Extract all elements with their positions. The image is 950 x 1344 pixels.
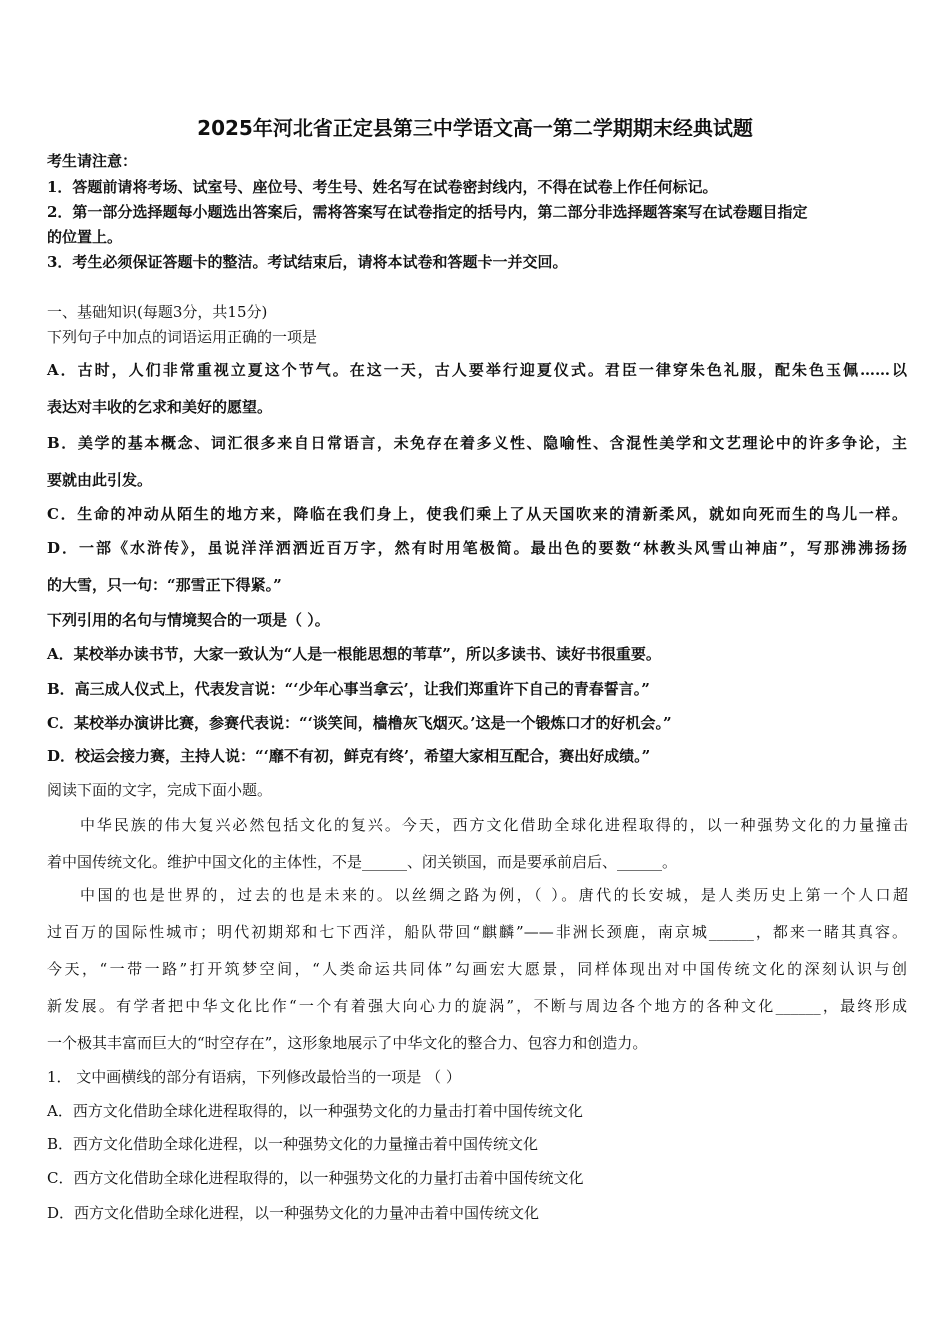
option-b: B．美学的基本概念、词汇很多来自日常语言，未免存在着多义性、隐喻性、含混性美学和文艺理论中的许多争论，主 xyxy=(47,434,907,452)
option-a: A．古时，人们非常重视立夏这个节气。在这一天，古人要举行迎夏仪式。君臣一律穿朱色礼服，配朱色玉佩……以 xyxy=(47,361,907,379)
question-stem: 下列引用的名句与情境契合的一项是（ ）。 xyxy=(47,611,330,629)
passage-line: 今天，“一带一路”打开筑梦空间，“人类命运共同体”勾画宏大愿景，同样体现出对中国传统文化的深刻认识与创 xyxy=(47,960,907,978)
option-b-cont: 要就由此引发。 xyxy=(47,471,153,489)
option-c: C．某校举办演讲比赛，参赛代表说：“‘谈笑间，樯橹灰飞烟灭。’这是一个锻炼口才的好机会。” xyxy=(47,714,672,732)
option-d: D．西方文化借助全球化进程，以一种强势文化的力量冲击着中国传统文化 xyxy=(47,1204,540,1222)
passage-line: 过百万的国际性城市；明代初期郑和七下西洋，船队带回“麒麟”——非洲长颈鹿，南京城______，都来一睹其真容。 xyxy=(47,923,907,941)
option-c: C．西方文化借助全球化进程取得的，以一种强势文化的力量打击着中国传统文化 xyxy=(47,1169,584,1187)
option-a: A．西方文化借助全球化进程取得的，以一种强势文化的力量击打着中国传统文化 xyxy=(47,1102,583,1120)
notice-heading: 考生请注意： xyxy=(47,152,138,170)
passage-line: 一个极其丰富而巨大的“时空存在”，这形象地展示了中华文化的整合力、包容力和创造力。 xyxy=(47,1034,648,1052)
notice-item: 的位置上。 xyxy=(47,228,123,246)
notice-item: 2．第一部分选择题每小题选出答案后，需将答案写在试卷指定的括号内，第二部分非选择题答案写在试卷题目指定 xyxy=(47,203,808,221)
passage-line: 新发展。有学者把中华文化比作“一个有着强大向心力的旋涡”，不断与周边各个地方的各种文化______，最终形成 xyxy=(47,997,907,1015)
option-a: A．某校举办读书节，大家一致认为“人是一根能思想的苇草”，所以多读书、读好书很重要。 xyxy=(47,645,661,663)
option-d: D．校运会接力赛，主持人说：“‘靡不有初，鲜克有终’，希望大家相互配合，赛出好成绩。” xyxy=(47,747,651,765)
page-title: 2025年河北省正定县第三中学语文高一第二学期期末经典试题 xyxy=(197,116,753,140)
option-b: B．高三成人仪式上，代表发言说：“‘少年心事当拿云’，让我们郑重许下自己的青春誓言。” xyxy=(47,680,650,698)
section-heading: 一、基础知识(每题3分，共15分) xyxy=(47,303,268,321)
option-d: D．一部《水浒传》，虽说洋洋洒洒近百万字，然有时用笔极简。最出色的要数“林教头风雪山神庙”，写那沸沸扬扬 xyxy=(47,539,907,557)
option-d-cont: 的大雪，只一句：“那雪正下得紧。” xyxy=(47,576,282,594)
passage-line: 中华民族的伟大复兴必然包括文化的复兴。今天，西方文化借助全球化进程取得的，以一种强势文化的力量撞击 xyxy=(80,816,908,834)
notice-item: 1．答题前请将考场、试室号、座位号、考生号、姓名写在试卷密封线内，不得在试卷上作任何标记。 xyxy=(47,178,718,196)
reading-intro: 阅读下面的文字，完成下面小题。 xyxy=(47,781,273,799)
question-stem: 1． 文中画横线的部分有语病，下列修改最恰当的一项是 （ ） xyxy=(47,1068,461,1086)
option-a-cont: 表达对丰收的乞求和美好的愿望。 xyxy=(47,398,273,416)
option-b: B．西方文化借助全球化进程，以一种强势文化的力量撞击着中国传统文化 xyxy=(47,1135,539,1153)
passage-line: 中国的也是世界的，过去的也是未来的。以丝绸之路为例，（ ）。唐代的长安城，是人类历史上第一个人口超 xyxy=(80,886,908,904)
passage-line: 着中国传统文化。维护中国文化的主体性，不是______、闭关锁国，而是要承前启后、______。 xyxy=(47,853,678,871)
option-c: C．生命的冲动从陌生的地方来，降临在我们身上，使我们乘上了从天国吹来的清新柔风，就如向死而生的鸟儿一样。 xyxy=(47,505,907,523)
notice-item: 3．考生必须保证答题卡的整洁。考试结束后，请将本试卷和答题卡一并交回。 xyxy=(47,253,568,271)
question-stem: 下列句子中加点的词语运用正确的一项是 xyxy=(47,328,318,346)
